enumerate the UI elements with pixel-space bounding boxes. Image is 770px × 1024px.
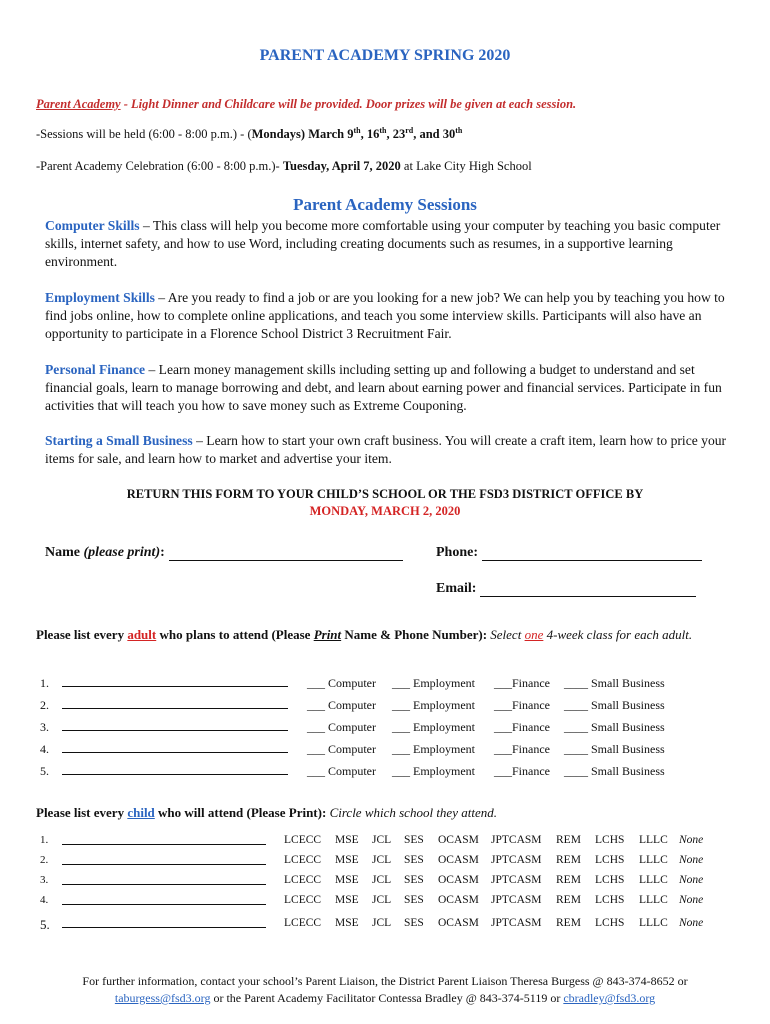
option-finance[interactable]: ___Finance (494, 676, 550, 690)
row-number: 4. (40, 742, 49, 756)
adult-instr-text: Name & Phone Number): (341, 627, 491, 642)
child-row (0, 834, 770, 850)
return-notice-line: RETURN THIS FORM TO YOUR CHILD’S SCHOOL OR THE FSD3 DISTRICT OFFICE BY (126, 487, 644, 501)
school-option-mse[interactable]: MSE (335, 834, 359, 846)
return-notice (0, 486, 770, 520)
session-employment-skills (45, 289, 735, 343)
option-small-business[interactable]: ____ Small Business (564, 698, 665, 712)
school-option-none[interactable]: None (679, 854, 704, 866)
school-option-rem[interactable]: REM (556, 874, 581, 886)
name-input-line[interactable] (169, 546, 403, 561)
row-number: 1. (40, 834, 49, 846)
child-name-line[interactable] (62, 854, 266, 865)
option-employment[interactable]: ___ Employment (392, 742, 475, 756)
row-number: 3. (40, 874, 49, 886)
session-personal-finance (45, 361, 735, 415)
sessions-prefix: -Sessions will be held (6:00 - 8:00 p.m.) - ( (36, 127, 252, 141)
child-instr-text: Please list every (36, 805, 128, 820)
child-instr-text: who will attend (Please Print): (154, 805, 330, 820)
sup-th-2: th (379, 126, 387, 135)
name-label: Name (45, 545, 84, 560)
option-small-business[interactable]: ____ Small Business (564, 742, 665, 756)
school-option-jcl[interactable]: JCL (372, 894, 392, 906)
school-option-lcecc[interactable]: LCECC (284, 854, 322, 866)
school-option-lllc[interactable]: LLLC (639, 894, 668, 906)
option-employment[interactable]: ___ Employment (392, 764, 475, 778)
school-option-jptcasm[interactable]: JPTCASM (491, 834, 542, 846)
school-option-ocasm[interactable]: OCASM (438, 854, 479, 866)
row-number: 5. (40, 917, 50, 932)
option-employment[interactable]: ___ Employment (392, 676, 475, 690)
intro-note (36, 97, 576, 112)
school-option-jcl[interactable]: JCL (372, 874, 392, 886)
child-row (0, 917, 770, 933)
option-small-business[interactable]: ____ Small Business (564, 720, 665, 734)
date-16: , 16 (360, 127, 380, 141)
adult-name-line[interactable] (62, 764, 288, 775)
school-option-mse[interactable]: MSE (335, 874, 359, 886)
school-option-none[interactable]: None (679, 917, 704, 929)
school-option-ocasm[interactable]: OCASM (438, 917, 479, 929)
date-30: , and 30 (413, 127, 456, 141)
return-deadline: MONDAY, MARCH 2, 2020 (309, 504, 461, 518)
option-finance[interactable]: ___Finance (494, 698, 550, 712)
circle-hint: Circle which school they attend. (329, 805, 497, 820)
school-option-mse[interactable]: MSE (335, 854, 359, 866)
adult-row (0, 720, 770, 736)
select-hint: Select (490, 627, 525, 642)
academy-label: Parent Academy (36, 97, 121, 111)
row-number: 4. (40, 894, 49, 906)
footer-mid-text: or the Parent Academy Facilitator Contessa Bradley @ 843-374-5119 or (210, 991, 564, 1005)
school-option-jptcasm[interactable]: JPTCASM (491, 874, 542, 886)
school-option-lchs[interactable]: LCHS (595, 854, 625, 866)
select-hint: 4-week class for each adult. (543, 627, 693, 642)
school-option-rem[interactable]: REM (556, 854, 581, 866)
sup-rd: rd (405, 126, 414, 135)
celebration-line (36, 159, 532, 174)
school-option-lllc[interactable]: LLLC (639, 917, 668, 929)
child-row (0, 854, 770, 870)
child-name-line[interactable] (62, 917, 266, 928)
option-finance[interactable]: ___Finance (494, 742, 550, 756)
sup-th-4: th (455, 126, 463, 135)
school-option-rem[interactable]: REM (556, 834, 581, 846)
sup-th-1: th (353, 126, 361, 135)
school-option-lchs[interactable]: LCHS (595, 874, 625, 886)
footer-line-2 (0, 990, 770, 1007)
adult-instr-text: who plans to attend (Please (156, 627, 314, 642)
school-option-lcecc[interactable]: LCECC (284, 917, 322, 929)
name-hint: (please print) (83, 545, 161, 560)
adult-word: adult (127, 627, 157, 642)
celebration-location: at Lake City High School (400, 159, 532, 173)
child-word: child (127, 805, 155, 820)
date-23: , 23 (386, 127, 406, 141)
adult-row (0, 742, 770, 758)
row-number: 2. (40, 698, 49, 712)
session-computer-skills (45, 217, 735, 271)
sessions-dates-bold (252, 127, 463, 141)
child-row (0, 874, 770, 890)
adult-name-line[interactable] (62, 742, 288, 753)
school-option-lcecc[interactable]: LCECC (284, 894, 322, 906)
child-name-line[interactable] (62, 834, 266, 845)
option-computer[interactable]: ___ Computer (307, 676, 376, 690)
session-description: – Are you ready to find a job or are you looking for a new job? We can help you by teaching you how to find jobs online, how to complete online applications, and teach you some interview skills. Participants will also have an opportunity to participate in a Florence School District 3 Recruitment Fair. (45, 290, 725, 341)
adult-row (0, 698, 770, 714)
option-computer[interactable]: ___ Computer (307, 720, 376, 734)
option-employment[interactable]: ___ Employment (392, 698, 475, 712)
school-option-ocasm[interactable]: OCASM (438, 874, 479, 886)
option-employment[interactable]: ___ Employment (392, 720, 475, 734)
school-option-lcecc[interactable]: LCECC (284, 874, 322, 886)
child-instructions (36, 803, 736, 822)
option-small-business[interactable]: ____ Small Business (564, 676, 665, 690)
school-option-jptcasm[interactable]: JPTCASM (491, 854, 542, 866)
session-heading: Computer Skills (45, 218, 140, 233)
school-option-none[interactable]: None (679, 874, 704, 886)
school-option-lllc[interactable]: LLLC (639, 874, 668, 886)
school-option-none[interactable]: None (679, 834, 704, 846)
option-finance[interactable]: ___Finance (494, 764, 550, 778)
option-finance[interactable]: ___Finance (494, 720, 550, 734)
school-option-jptcasm[interactable]: JPTCASM (491, 917, 542, 929)
session-heading: Employment Skills (45, 290, 155, 305)
school-option-rem[interactable]: REM (556, 917, 581, 929)
session-description: – Learn money management skills including setting up and following a budget to understand and set financial goals, learn to manage borrowing and debt, and learn about earning power and financial services. Participate in fun activities that will teach you how to save money such as Extreme Couponing. (45, 362, 722, 413)
session-heading: Personal Finance (45, 362, 146, 377)
footer-line: For further information, contact your school’s Parent Liaison, the District Parent Liaison Theresa Burgess @ 843-374-8652 or (82, 974, 688, 988)
session-small-business (45, 432, 735, 468)
date-mar9: Mondays) March 9 (251, 127, 354, 141)
school-option-ocasm[interactable]: OCASM (438, 834, 479, 846)
row-number: 1. (40, 676, 49, 690)
adult-name-line[interactable] (62, 720, 288, 731)
school-option-jcl[interactable]: JCL (372, 834, 392, 846)
session-description: – This class will help you become more comfortable using your computer by teaching you basic computer skills, internet safety, and how to use Word, including creating documents such as resumes, in a supportive learning environment. (45, 218, 721, 269)
school-option-mse[interactable]: MSE (335, 894, 359, 906)
child-name-line[interactable] (62, 894, 266, 905)
phone-input-line[interactable] (482, 546, 702, 561)
option-computer[interactable]: ___ Computer (307, 742, 376, 756)
school-option-ses[interactable]: SES (404, 854, 424, 866)
email-field (436, 581, 696, 597)
school-option-jptcasm[interactable]: JPTCASM (491, 894, 542, 906)
session-heading: Starting a Small Business (45, 433, 193, 448)
adult-name-line[interactable] (62, 698, 288, 709)
adult-instructions (36, 625, 736, 644)
school-option-jcl[interactable]: JCL (372, 854, 392, 866)
one-word: one (524, 627, 544, 642)
email-link-bradley[interactable]: cbradley@fsd3.org (563, 991, 656, 1005)
celebration-prefix: -Parent Academy Celebration (6:00 - 8:00 p.m.)- (36, 159, 283, 173)
row-number: 2. (40, 854, 49, 866)
school-option-mse[interactable]: MSE (335, 917, 359, 929)
school-option-ses[interactable]: SES (404, 894, 424, 906)
row-number: 3. (40, 720, 49, 734)
school-option-rem[interactable]: REM (556, 894, 581, 906)
school-option-jcl[interactable]: JCL (372, 917, 392, 929)
school-option-none[interactable]: None (679, 894, 704, 906)
print-word: Print (313, 627, 342, 642)
school-option-lllc[interactable]: LLLC (639, 834, 668, 846)
row-number: 5. (40, 764, 49, 778)
option-small-business[interactable]: ____ Small Business (564, 764, 665, 778)
school-option-ses[interactable]: SES (404, 874, 424, 886)
academy-note-text: - Light Dinner and Childcare will be provided. Door prizes will be given at each session. (120, 97, 577, 111)
phone-label: Phone: (436, 545, 478, 560)
option-computer[interactable]: ___ Computer (307, 698, 376, 712)
sessions-title: Parent Academy Sessions (293, 195, 477, 214)
school-option-ses[interactable]: SES (404, 834, 424, 846)
school-option-lcecc[interactable]: LCECC (284, 834, 322, 846)
name-colon: : (160, 545, 165, 560)
option-computer[interactable]: ___ Computer (307, 764, 376, 778)
school-option-lchs[interactable]: LCHS (595, 834, 625, 846)
school-option-ocasm[interactable]: OCASM (438, 894, 479, 906)
school-option-lllc[interactable]: LLLC (639, 854, 668, 866)
child-row (0, 894, 770, 910)
page-title: PARENT ACADEMY SPRING 2020 (259, 47, 511, 64)
school-option-lchs[interactable]: LCHS (595, 894, 625, 906)
child-name-line[interactable] (62, 874, 266, 885)
session-description: – Learn how to start your own craft business. You will create a craft item, learn how to price your items for sale, and learn how to market and advertise your item. (45, 433, 727, 466)
school-option-lchs[interactable]: LCHS (595, 917, 625, 929)
email-input-line[interactable] (480, 582, 696, 597)
footer-contact (0, 973, 770, 1007)
session-dates (36, 127, 462, 142)
adult-row (0, 676, 770, 692)
adult-name-line[interactable] (62, 676, 288, 687)
adult-instr-text: Please list every (36, 627, 128, 642)
email-link-burgess[interactable]: taburgess@fsd3.org (114, 991, 211, 1005)
email-label: Email: (436, 581, 477, 596)
school-option-ses[interactable]: SES (404, 917, 424, 929)
celebration-date: Tuesday, April 7, 2020 (282, 159, 401, 173)
phone-field (436, 545, 702, 561)
name-field (45, 545, 403, 561)
adult-row (0, 764, 770, 780)
